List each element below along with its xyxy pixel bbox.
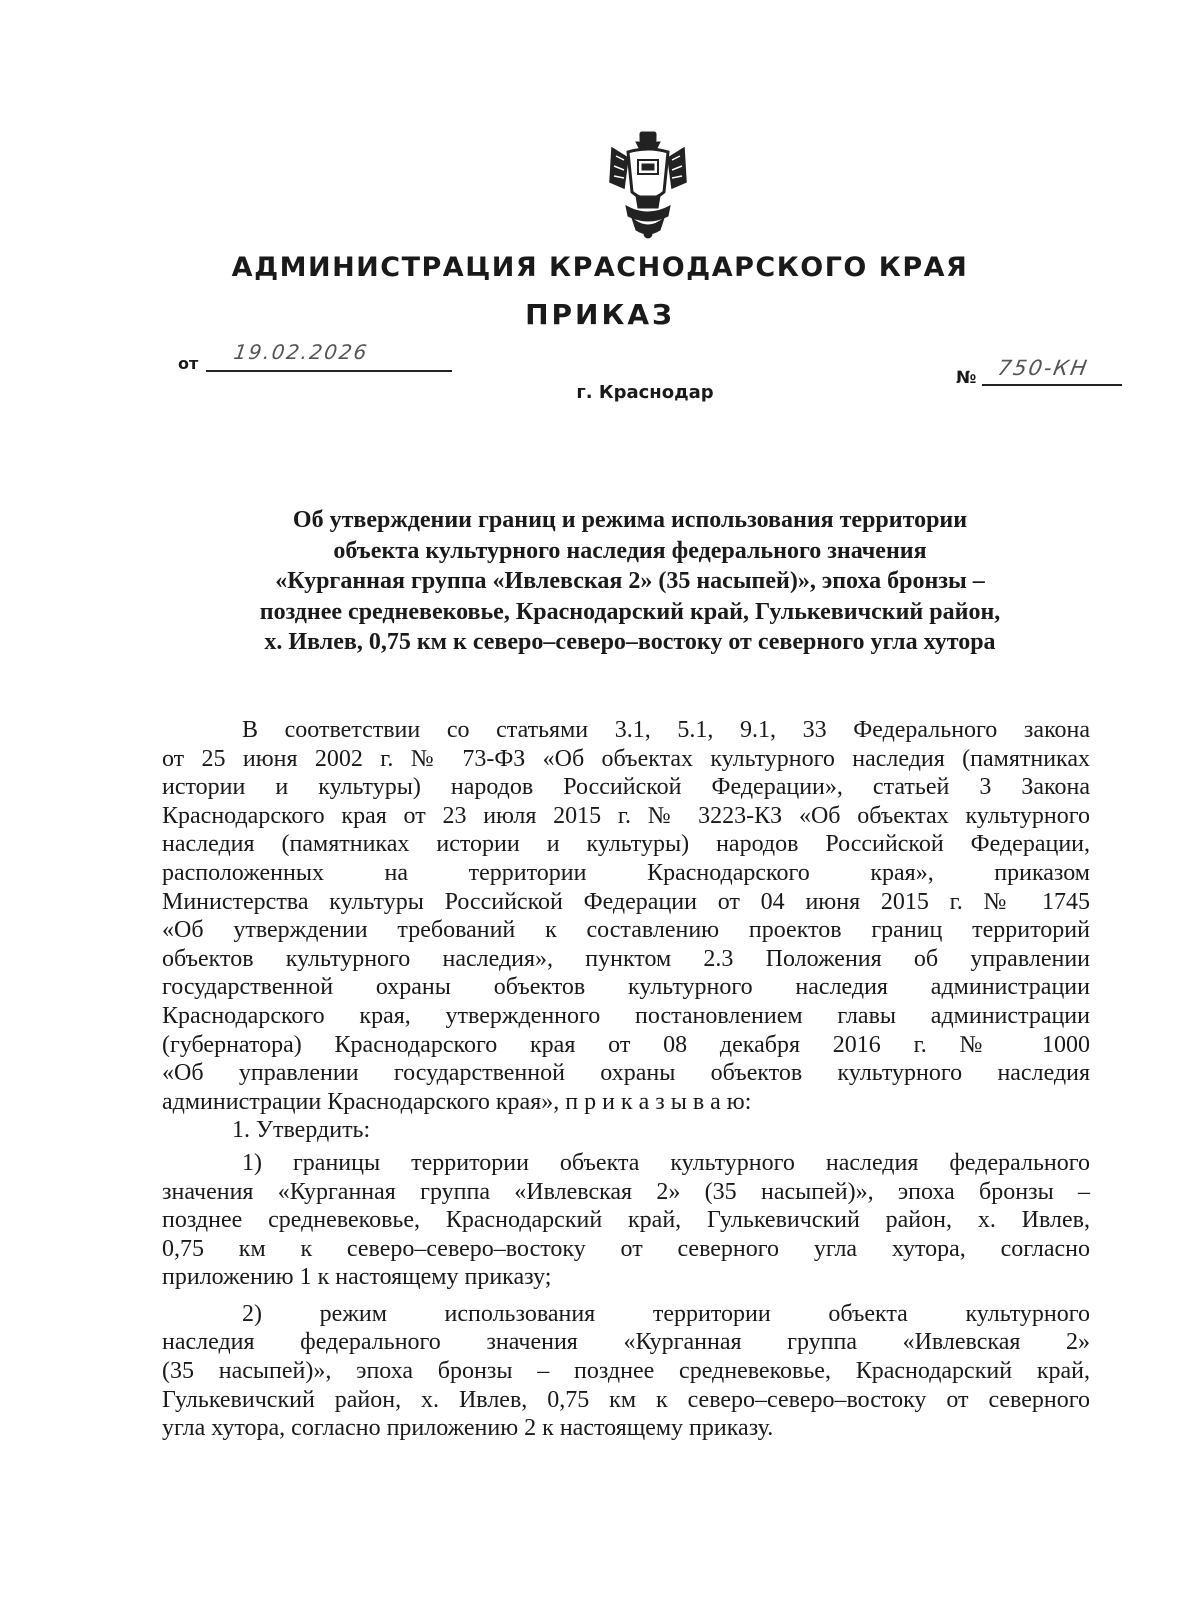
- title-line: позднее средневековье, Краснодарский край, Гулькевичский район,: [259, 598, 1001, 625]
- preamble-line: истории и культуры) народов Российской Федерации», статьей 3 Закона: [162, 774, 1090, 801]
- item-1: 1. Утвердить:: [232, 1117, 371, 1144]
- subitem-1-line: значения «Курганная группа «Ивлевская 2» (35 насыпей)», эпоха бронзы –: [162, 1178, 1090, 1205]
- document-body: [162, 716, 1090, 1443]
- date-handwritten: 19.02.2026: [232, 340, 371, 364]
- subitem-2-line: 2) режим использования территории объекта культурного: [242, 1300, 1090, 1327]
- subitem-1-line: приложению 1 к настоящему приказу;: [162, 1264, 552, 1291]
- preamble-line: расположенных на территории Краснодарского края», приказом: [162, 859, 1090, 886]
- date-label: от: [178, 354, 199, 373]
- number-label: №: [956, 368, 977, 388]
- preamble-line: государственной охраны объектов культурного наследия администрации: [162, 974, 1090, 1001]
- preamble-line: от 25 июня 2002 г. № 73-ФЗ «Об объектах культурного наследия (памятниках: [162, 745, 1090, 772]
- preamble-line: Краснодарского края от 23 июля 2015 г. № 3223-КЗ «Об объектах культурного: [162, 802, 1090, 829]
- preamble-line: В соответствии со статьями 3.1, 5.1, 9.1, 33 Федерального закона: [242, 717, 1090, 743]
- city-name: г. Краснодар: [576, 382, 714, 403]
- coat-of-arms-emblem: [602, 130, 694, 240]
- preamble-line: (губернатора) Краснодарского края от 08 декабря 2016 г. № 1000: [162, 1031, 1090, 1058]
- title-line: Об утверждении границ и режима использования территории: [292, 507, 968, 533]
- subitem-1-line: позднее средневековье, Краснодарский край, Гулькевичский район, х. Ивлев,: [162, 1207, 1090, 1234]
- preamble-line: «Об управлении государственной охраны объектов культурного наследия: [162, 1060, 1090, 1087]
- subitem-2-line: (35 насыпей)», эпоха бронзы – позднее средневековье, Краснодарский край,: [162, 1358, 1090, 1385]
- document-type: ПРИКАЗ: [525, 298, 675, 331]
- preamble-line: Министерства культуры Российской Федерации от 04 июня 2015 г. № 1745: [162, 888, 1090, 915]
- title-line: «Курганная группа «Ивлевская 2» (35 насыпей)», эпоха бронзы –: [275, 568, 985, 594]
- subitem-1-line: 1) границы территории объекта культурного наследия федерального: [242, 1149, 1090, 1176]
- title-line: х. Ивлев, 0,75 км к северо–северо–востоку от северного угла хутора: [264, 629, 996, 655]
- document-title: [190, 505, 1070, 658]
- preamble-last-line: [162, 1088, 1090, 1117]
- subitem-2-line: угла хутора, согласно приложению 2 к настоящему приказу.: [162, 1415, 774, 1442]
- subitem-2-line: Гулькевичский район, х. Ивлев, 0,75 км к северо–северо–востоку от северного: [162, 1386, 1090, 1413]
- preamble-line: объектов культурного наследия», пунктом 2.3 Положения об управлении: [162, 945, 1090, 972]
- title-line: объекта культурного наследия федерального значения: [333, 537, 927, 564]
- preamble-line: Краснодарского края, утвержденного постановлением главы администрации: [162, 1002, 1090, 1029]
- preamble-line: наследия (памятниках истории и культуры) народов Российской Федерации,: [162, 831, 1090, 858]
- subitem-2-line: наследия федерального значения «Курганная группа «Ивлевская 2»: [162, 1329, 1090, 1356]
- organization-name: АДМИНИСТРАЦИЯ КРАСНОДАРСКОГО КРАЯ: [231, 252, 969, 283]
- order-word: п р и к а з ы в а ю:: [565, 1088, 752, 1115]
- preamble-last-text: администрации Краснодарского края»,: [162, 1088, 560, 1115]
- number-handwritten: 750-КН: [995, 356, 1091, 380]
- preamble-line: «Об утверждении требований к составлению проектов границ территорий: [162, 917, 1090, 944]
- subitem-1-line: 0,75 км к северо–северо–востоку от северного угла хутора, согласно: [162, 1235, 1090, 1262]
